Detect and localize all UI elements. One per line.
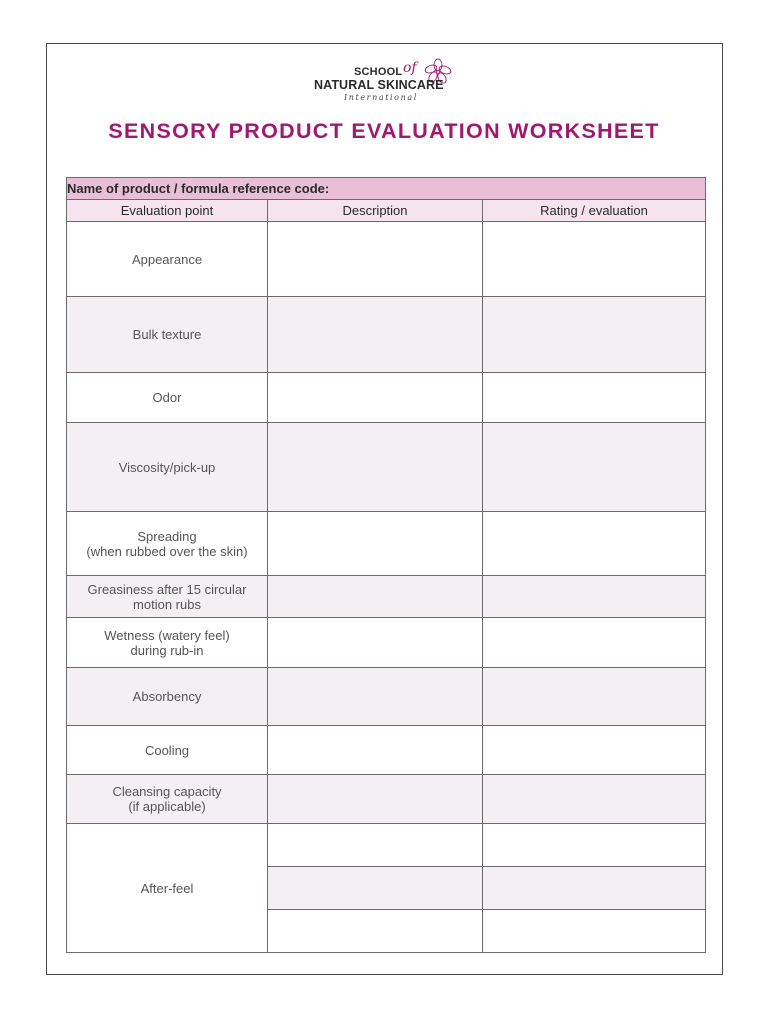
- product-name-field[interactable]: Name of product / formula reference code:: [67, 178, 706, 200]
- description-cell[interactable]: [268, 618, 483, 668]
- description-cell[interactable]: [268, 373, 483, 423]
- table-row-cooling: [67, 726, 706, 775]
- description-cell[interactable]: [268, 726, 483, 775]
- table-header-row: [67, 200, 706, 222]
- rating-cell[interactable]: [483, 373, 706, 423]
- evaluation-point-label: Spreading (when rubbed over the skin): [67, 512, 268, 576]
- rating-cell[interactable]: [483, 775, 706, 824]
- evaluation-point-label: Appearance: [67, 222, 268, 297]
- rating-cell[interactable]: [483, 297, 706, 373]
- evaluation-point-label: Viscosity/pick-up: [67, 423, 268, 512]
- rating-cell[interactable]: [483, 867, 706, 910]
- description-cell[interactable]: [268, 824, 483, 867]
- description-cell[interactable]: [268, 297, 483, 373]
- logo-of-text: of: [403, 60, 417, 76]
- evaluation-point-label: Bulk texture: [67, 297, 268, 373]
- table-row-absorbency: [67, 668, 706, 726]
- evaluation-point-label: Cleansing capacity (if applicable): [67, 775, 268, 824]
- description-cell[interactable]: [268, 576, 483, 618]
- logo-natural-skincare-text: NATURAL SKINCARE: [314, 78, 444, 92]
- table-row-cleansing: [67, 775, 706, 824]
- rating-cell[interactable]: [483, 726, 706, 775]
- evaluation-table: [66, 177, 706, 953]
- table-row-bulk-texture: [67, 297, 706, 373]
- description-cell[interactable]: [268, 512, 483, 576]
- product-name-row: [67, 178, 706, 200]
- column-header-description: Description: [268, 200, 483, 222]
- column-header-rating: Rating / evaluation: [483, 200, 706, 222]
- description-cell[interactable]: [268, 867, 483, 910]
- evaluation-point-label: Odor: [67, 373, 268, 423]
- column-header-evaluation-point: Evaluation point: [67, 200, 268, 222]
- description-cell[interactable]: [268, 668, 483, 726]
- description-cell[interactable]: [268, 910, 483, 953]
- evaluation-point-label: Greasiness after 15 circular motion rubs: [67, 576, 268, 618]
- table-row-appearance: [67, 222, 706, 297]
- rating-cell[interactable]: [483, 576, 706, 618]
- table-row-wetness: [67, 618, 706, 668]
- rating-cell[interactable]: [483, 423, 706, 512]
- rating-cell[interactable]: [483, 222, 706, 297]
- logo-international-text: International: [344, 93, 418, 102]
- rating-cell[interactable]: [483, 910, 706, 953]
- rating-cell[interactable]: [483, 668, 706, 726]
- evaluation-point-label: Wetness (watery feel) during rub-in: [67, 618, 268, 668]
- description-cell[interactable]: [268, 423, 483, 512]
- table-row-greasiness: [67, 576, 706, 618]
- table-row-viscosity: [67, 423, 706, 512]
- description-cell[interactable]: [268, 775, 483, 824]
- table-row-odor: [67, 373, 706, 423]
- logo-school-text: SCHOOL: [354, 66, 403, 78]
- description-cell[interactable]: [268, 222, 483, 297]
- evaluation-point-label: Cooling: [67, 726, 268, 775]
- table-row-after-feel: [67, 824, 706, 867]
- page-title: SENSORY PRODUCT EVALUATION WORKSHEET: [108, 119, 660, 143]
- rating-cell[interactable]: [483, 512, 706, 576]
- evaluation-point-label: Absorbency: [67, 668, 268, 726]
- rating-cell[interactable]: [483, 824, 706, 867]
- evaluation-point-label: After-feel: [67, 824, 268, 953]
- rating-cell[interactable]: [483, 618, 706, 668]
- school-logo: [314, 58, 474, 104]
- table-row-spreading: [67, 512, 706, 576]
